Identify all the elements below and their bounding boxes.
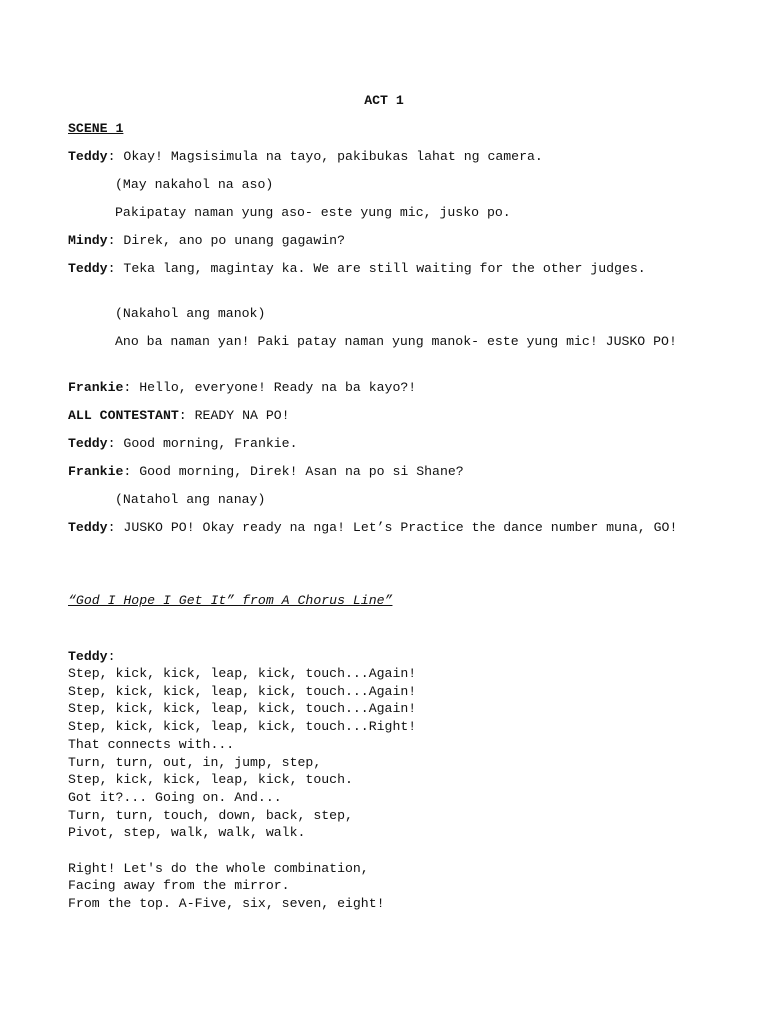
song-title-line (68, 592, 708, 610)
dialogue-text: : Okay! Magsisimula na tayo, pakibukas lahat ng camera. (107, 149, 543, 164)
lyric-line: Facing away from the mirror. (68, 878, 290, 894)
dialogue-text: : Good morning, Frankie. (107, 436, 298, 451)
lyric-line: Step, kick, kick, leap, kick, touch...Again! (68, 701, 417, 717)
dialogue-line (68, 407, 708, 425)
lyric-line: From the top. A-Five, six, seven, eight! (68, 896, 385, 912)
speaker-name: Teddy (68, 149, 108, 164)
speaker-name: Mindy (68, 233, 108, 248)
dialogue-text: : READY NA PO! (178, 408, 290, 423)
scene-heading: SCENE 1 (68, 121, 124, 136)
lyric-line: That connects with... (68, 736, 235, 752)
lyric-line: Turn, turn, out, in, jump, step, (68, 754, 322, 770)
dialogue-line (68, 148, 708, 166)
stage-direction: (May nakahol na aso) (115, 177, 274, 192)
lyric-line: Turn, turn, touch, down, back, step, (68, 807, 353, 823)
dialogue-text: : Teka lang, magintay ka. We are still waiting for the other judges. (107, 261, 646, 276)
act-heading: ACT 1 (364, 93, 404, 108)
dialogue-line (68, 435, 708, 453)
lyric-line: Pivot, step, walk, walk, walk. (68, 825, 306, 841)
dialogue-line (68, 463, 708, 481)
speaker-name: Teddy (68, 261, 108, 276)
lyric-line: Step, kick, kick, leap, kick, touch. (68, 772, 353, 788)
dialogue-continuation: Pakipatay naman yung aso- este yung mic, jusko po. (115, 205, 511, 220)
dialogue-line (68, 379, 708, 397)
lyric-line: Step, kick, kick, leap, kick, touch...Right! (68, 719, 417, 735)
scene-heading-line (68, 120, 708, 138)
dialogue-text: : Hello, everyone! Ready na ba kayo?! (123, 380, 417, 395)
lyric-line: Right! Let's do the whole combination, (68, 860, 369, 876)
dialogue-line (68, 519, 708, 537)
lyric-line: Step, kick, kick, leap, kick, touch...Again! (68, 683, 417, 699)
lyrics-block (68, 665, 416, 913)
dialogue-text: : Direk, ano po unang gagawin? (107, 233, 345, 248)
dialogue-line (68, 232, 708, 250)
lyric-line: Got it?... Going on. And... (68, 789, 282, 805)
lyrics-stanza-break (68, 842, 416, 860)
song-title: “God I Hope I Get It” from A Chorus Line” (68, 593, 393, 608)
dialogue-continuation: Ano ba naman yan! Paki patay naman yung manok- este yung mic! JUSKO PO! (115, 334, 677, 349)
speaker-name: ALL CONTESTANT (68, 408, 179, 423)
dialogue-text: : JUSKO PO! Okay ready na nga! Let’s Practice the dance number muna, GO! (107, 520, 678, 535)
lyric-line: Step, kick, kick, leap, kick, touch...Again! (68, 666, 417, 681)
speaker-name: Teddy (68, 436, 108, 451)
lyrics-speaker: Teddy (68, 649, 108, 664)
dialogue-line (68, 260, 708, 278)
dialogue-text: : Good morning, Direk! Asan na po si Shane? (123, 464, 464, 479)
speaker-name: Frankie (68, 464, 124, 479)
lyrics-speaker-line: Teddy: (68, 649, 116, 664)
speaker-name: Teddy (68, 520, 108, 535)
speaker-name: Frankie (68, 380, 124, 395)
stage-direction: (Nakahol ang manok) (115, 306, 266, 321)
stage-direction: (Natahol ang nanay) (115, 492, 266, 507)
